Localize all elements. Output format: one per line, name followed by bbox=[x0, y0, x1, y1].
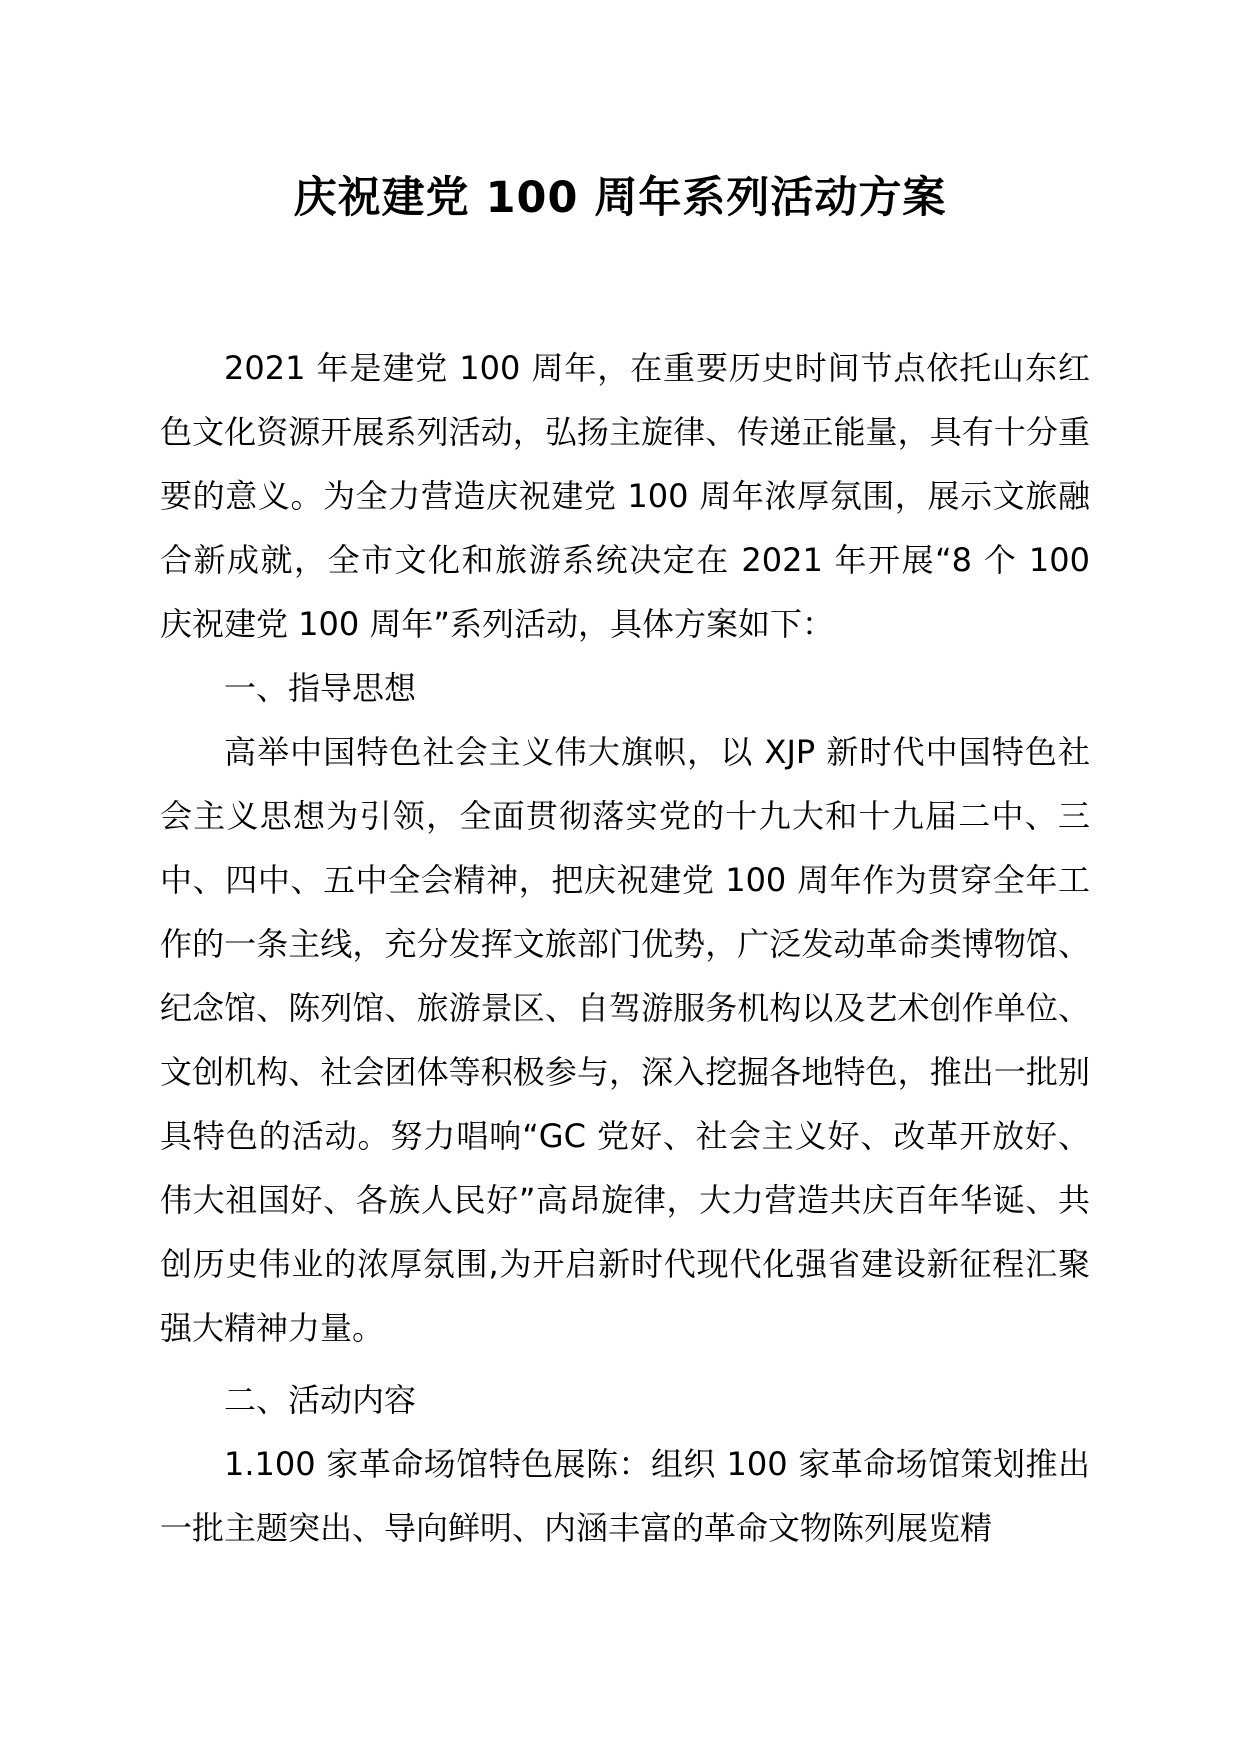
section-heading-activities: 二、活动内容 bbox=[224, 1381, 417, 1419]
document-body bbox=[160, 336, 1090, 1560]
intro-paragraph: 2021 年是建党 100 周年，在重要历史时间节点依托山东红色文化资源开展系列活动，弘扬主旋律、传递正能量，具有十分重要的意义。为全力营造庆祝建党 100 周年浓厚氛围，展示文旅融合新成就，全市文化和旅游系统决定在 2021 年开展“8 个 100 庆祝建党 100 周年”系列活动，具体方案如下： bbox=[160, 349, 1090, 643]
document-title: 庆祝建党 100 周年系列活动方案 bbox=[293, 173, 947, 223]
section-heading-guiding-ideology: 一、指导思想 bbox=[224, 669, 417, 707]
guiding-ideology-paragraph: 高举中国特色社会主义伟大旗帜，以 XJP 新时代中国特色社会主义思想为引领，全面贯彻落实党的十九大和十九届二中、三中、四中、五中全会精神，把庆祝建党 100 周年作为贯穿全年工作的一条主线，充分发挥文旅部门优势，广泛发动革命类博物馆、纪念馆、陈列馆、旅游景区、自驾游服务机构以及艺术创作单位、文创机构、社会团体等积极参与，深入挖掘各地特色，推出一批别具特色的活动。努力唱响“GC 党好、社会主义好、改革开放好、伟大祖国好、各族人民好”高昂旋律，大力营造共庆百年华诞、共创历史伟业的浓厚氛围,为开启新时代现代化强省建设新征程汇聚强大精神力量。 bbox=[160, 733, 1090, 1347]
activity-item-1-paragraph: 1.100 家革命场馆特色展陈：组织 100 家革命场馆策划推出一批主题突出、导向鲜明、内涵丰富的革命文物陈列展览精 bbox=[160, 1445, 1090, 1547]
